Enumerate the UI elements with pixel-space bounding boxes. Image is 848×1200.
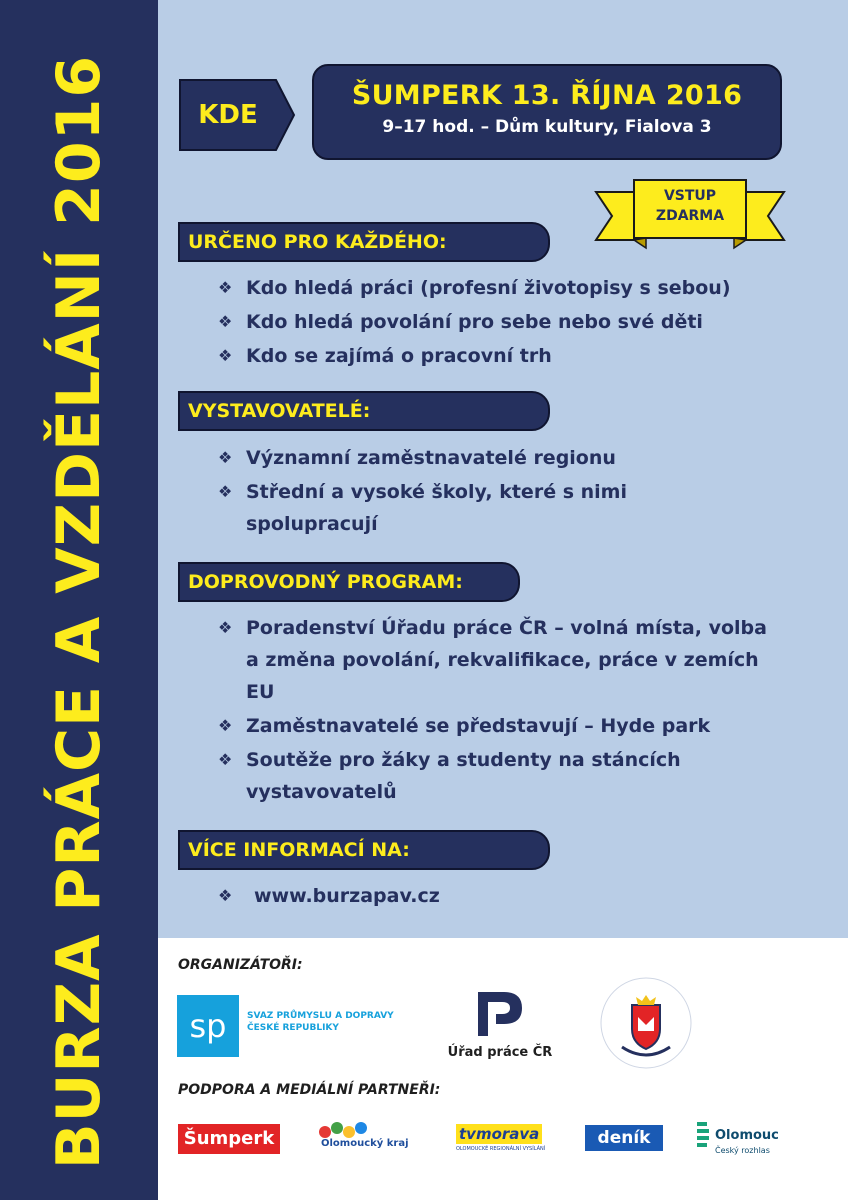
section-heading-program: DOPROVODNÝ PROGRAM: [178,562,520,602]
section-heading-exhibitors: VYSTAVOVATELÉ: [178,391,550,431]
up-name: Úřad práce ČR [447,1045,553,1060]
bullet-icon: ❖ [218,448,233,467]
sp-logo: sp [177,995,239,1057]
where-label: KDE [198,100,258,130]
where-arrow [178,78,296,152]
sp-name: SVAZ PRŮMYSLU A DOPRAVY ČESKÉ REPUBLIKY [247,1011,394,1033]
section-heading-more-info: VÍCE INFORMACÍ NA: [178,830,550,870]
list-item: ❖ Soutěže pro žáky a studenty na stáncích vystavovatelů [218,744,738,808]
bullet-icon: ❖ [218,278,233,297]
olomoucky-kraj-logo: Olomoucký kraj [313,1120,425,1160]
list-item: ❖ Střední a vysoké školy, které s nimi spolupracují [218,476,688,540]
event-title: BURZA PRÁCE A VZDĚLÁNÍ 2016 [44,54,114,1170]
bullet-icon: ❖ [218,482,233,501]
denik-logo: deník [585,1125,663,1151]
tvmorava-logo: tvmorava OLOMOUCKÉ REGIONÁLNÍ VYSÍLÁNÍ [456,1125,546,1152]
city-date: ŠUMPERK 13. ŘÍJNA 2016 [351,80,743,111]
venue: 9–17 hod. – Dům kultury, Fialova 3 [382,117,712,137]
partners-label: PODPORA A MEDIÁLNÍ PARTNEŘI: [178,1082,441,1098]
ohk-seal-icon [598,975,694,1071]
list-item: ❖ Kdo hledá práci (profesní životopisy s sebou) [218,272,788,304]
olkraj-swirl-icon [315,1120,375,1140]
free-entry-ribbon [594,178,786,256]
up-logo-icon [474,988,526,1040]
website-link[interactable]: www.burzapav.cz [254,885,440,907]
section-heading-target: URČENO PRO KAŽDÉHO: [178,222,550,262]
bullet-icon: ❖ [218,618,233,637]
list-item: ❖ Kdo hledá povolání pro sebe nebo své děti [218,306,788,338]
ribbon-line-2: ZDARMA [655,208,725,224]
bullet-icon: ❖ [218,750,233,769]
list-item: ❖ Zaměstnavatelé se představují – Hyde park [218,710,788,742]
bullet-icon: ❖ [218,346,233,365]
bullet-icon: ❖ [218,312,233,331]
website-item [218,880,788,912]
where-box [312,64,782,160]
list-item: ❖ Významní zaměstnavatelé regionu [218,442,788,474]
list-item: ❖ Kdo se zajímá o pracovní trh [218,340,788,372]
sumperk-logo: Šumperk [178,1124,280,1154]
bullet-icon: ❖ [218,886,233,905]
list-item: ❖ Poradenství Úřadu práce ČR – volná místa, volba a změna povolání, rekvalifikace, práce v zemích EU [218,612,778,708]
cro-olomouc-logo: Olomouc Český rozhlas [695,1118,795,1162]
organizers-label: ORGANIZÁTOŘI: [178,957,303,973]
cro-icon [695,1122,711,1152]
ribbon-line-1: VSTUP [663,188,717,204]
bullet-icon: ❖ [218,716,233,735]
